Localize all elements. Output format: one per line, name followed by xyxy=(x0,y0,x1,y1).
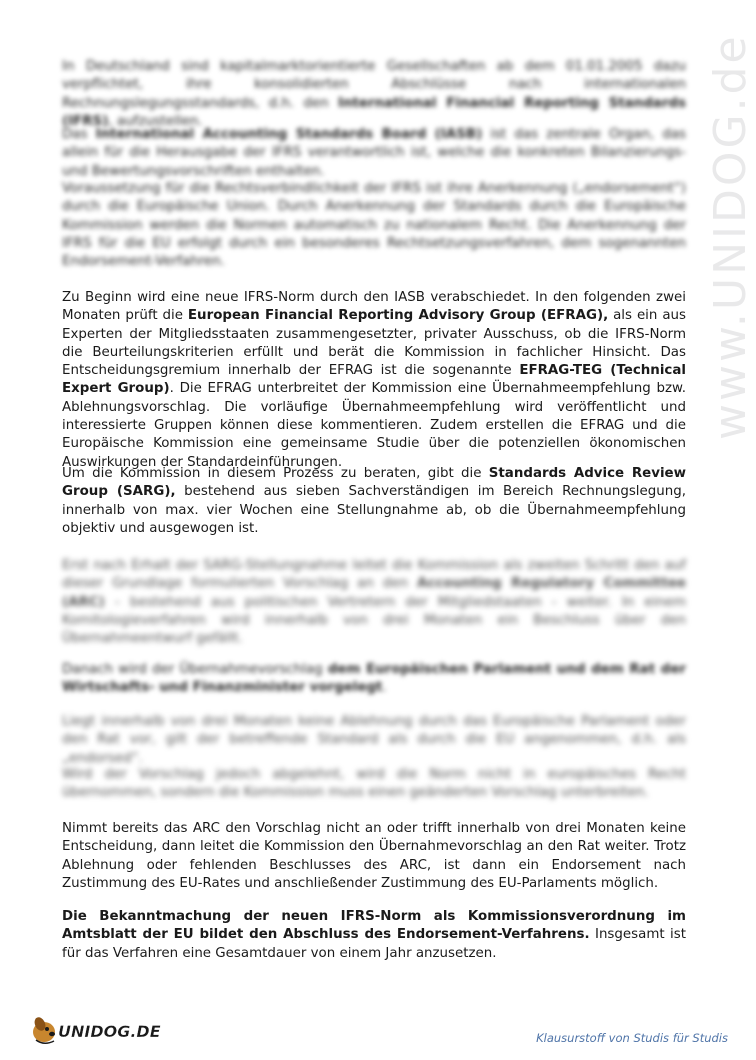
paragraph-sarg xyxy=(62,465,686,538)
paragraph-text: Liegt innerhalb von drei Monaten keine Ablehnung durch das Europäische Parlament oder den Rat vor, gilt der betreffende Standard als durch die EU angenommen, d.h. als „endorsed“. xyxy=(62,714,686,766)
paragraph-bold: International Accounting Standards Board (IASB) xyxy=(95,127,483,142)
paragraph-intro xyxy=(62,58,686,131)
paragraph-bold: dem Europäischen Parlament und dem Rat der Wirtschafts- und Finanzminister vorgelegt xyxy=(62,662,686,696)
paragraph-text: Wird der Vorschlag jedoch abgelehnt, wird die Norm nicht in europäisches Recht übernommen, sondern die Kommission muss einen geänderten Vorschlag unterbreiten. xyxy=(62,767,686,801)
paragraph-parliament xyxy=(62,661,686,698)
paragraph-bold: Standards Advice Review Group (SARG), xyxy=(62,466,686,500)
paragraph-text: , aufzustellen. xyxy=(108,113,203,129)
footer-slogan: Klausurstoff von Studis für Studis xyxy=(536,1031,728,1045)
paragraph-text: - bestehend aus politischen Vertretern der Mitgliedstaaten - weiter. In einem Komitologieverfahren wird innerhalb von drei Monaten ein Beschluss über den Übernahmeentwurf gefällt. xyxy=(62,594,686,647)
paragraph-text: Zu Beginn wird eine neue IFRS-Norm durch den IASB verabschiedet. In den folgenden zwei Monaten prüft die xyxy=(62,290,686,324)
paragraph-text: . Die EFRAG unterbreitet der Kommission eine Übernahmeempfehlung bzw. Ablehnungsvorschlag. Die vorläufige Übernahmeempfehlung wird veröffentlicht und interessierte Gruppen können diese kommentieren. Zudem erstellen die EFRAG und die Europäische Kommission eine gemeinsame Studie über die potenziellen ökonomischen Auswirkungen der Standardeinführungen. xyxy=(62,381,686,470)
paragraph-arc xyxy=(62,557,686,648)
paragraph-arc-no-decision xyxy=(62,820,686,893)
paragraph-bold: International Financial Reporting Standards (IFRS) xyxy=(62,95,686,129)
paragraph-iasb xyxy=(62,126,686,181)
paragraph-text: Um die Kommission in diesem Prozess zu beraten, gibt die xyxy=(62,466,489,481)
paragraph-bold: EFRAG-TEG (Technical Expert Group) xyxy=(62,363,686,397)
paragraph-endorsed xyxy=(62,713,686,768)
paragraph-text: Erst nach Erhalt der SARG-Stellungnahme leitet die Kommission als zweiten Schritt den auf dieser Grundlage formulierten Vorschlag an den xyxy=(62,558,686,592)
paragraph-bold: European Financial Reporting Advisory Group (EFRAG), xyxy=(187,308,609,324)
logo-text: UNIDOG.DE xyxy=(58,1022,161,1041)
paragraph-text: In Deutschland sind kapitalmarktorientierte Gesellschaften ab dem 01.01.2005 dazu verpflichtet, ihre konsolidierten Abschlüsse nach internationalen Rechnungslegungsstandards, d.h. den xyxy=(62,59,686,111)
paragraph-text: . xyxy=(382,680,387,696)
paragraph-text: Danach wird der Übernahmevorschlag xyxy=(62,662,328,677)
paragraph-text: Insgesamt ist für das Verfahren eine Gesamtdauer von einem Jahr anzusetzen. xyxy=(62,927,686,961)
paragraph-text: Nimmt bereits das ARC den Vorschlag nicht an oder trifft innerhalb von drei Monaten keine Entscheidung, dann leitet die Kommission den Übernahmevorschlag an den Rat weiter. Trotz Ablehnung oder fehlenden Beschlusses des ARC, ist dann ein Endorsement nach Zustimmung des EU-Rates und anschließender Zustimmung des EU-Parlaments möglich. xyxy=(62,821,686,891)
unidog-logo xyxy=(28,1010,161,1046)
paragraph-bold: Accounting Regulatory Committee (ARC) xyxy=(62,576,687,610)
paragraph-text: als ein aus Experten der Mitgliedsstaaten zusammengesetzter, privater Ausschuss, ob die IFRS-Norm die Beurteilungskriterien erfüllt und berät die Kommission in fachlicher Hinsicht. Das Entscheidungsgremium innerhalb der EFRAG ist die sogenannte xyxy=(62,308,686,379)
paragraph-text: bestehend aus sieben Sachverständigen im Bereich Rechnungslegung, innerhalb von max. vier Wochen eine Stellungnahme ab, ob die Übernahmeempfehlung objektiv und ausgewogen ist. xyxy=(62,484,686,536)
paragraph-efrag xyxy=(62,289,686,472)
dog-mascot-icon xyxy=(33,1016,55,1044)
paragraph-conclusion xyxy=(62,908,686,963)
paragraph-endorsement xyxy=(62,180,686,271)
paragraph-text: ist das zentrale Organ, das allein für die Herausgabe der IFRS verantwortlich ist, welche die konkreten Bilanzierungs- und Bewertungsvorschriften enthalten. xyxy=(62,127,687,179)
watermark: www.UNIDOG.de xyxy=(705,33,756,440)
paragraph-bold: Die Bekanntmachung der neuen IFRS-Norm als Kommissionsverordnung im Amtsblatt der EU bildet den Abschluss des Endorsement-Verfahrens. xyxy=(62,909,686,943)
paragraph-rejected xyxy=(62,766,686,803)
paragraph-text: Das xyxy=(62,127,96,142)
paragraph-text: Voraussetzung für die Rechtsverbindlichkeit der IFRS ist ihre Anerkennung („endorsement“) durch die Europäische Union. Durch Anerkennung der Standards durch die Europäische Kommission werden die Normen automatisch zu nationalem Recht. Die Anerkennung der IFRS für die EU erfolgt durch ein besonderes Rechtsetzungsverfahren, dem sogenannten Endorsement-Verfahren. xyxy=(62,181,686,270)
